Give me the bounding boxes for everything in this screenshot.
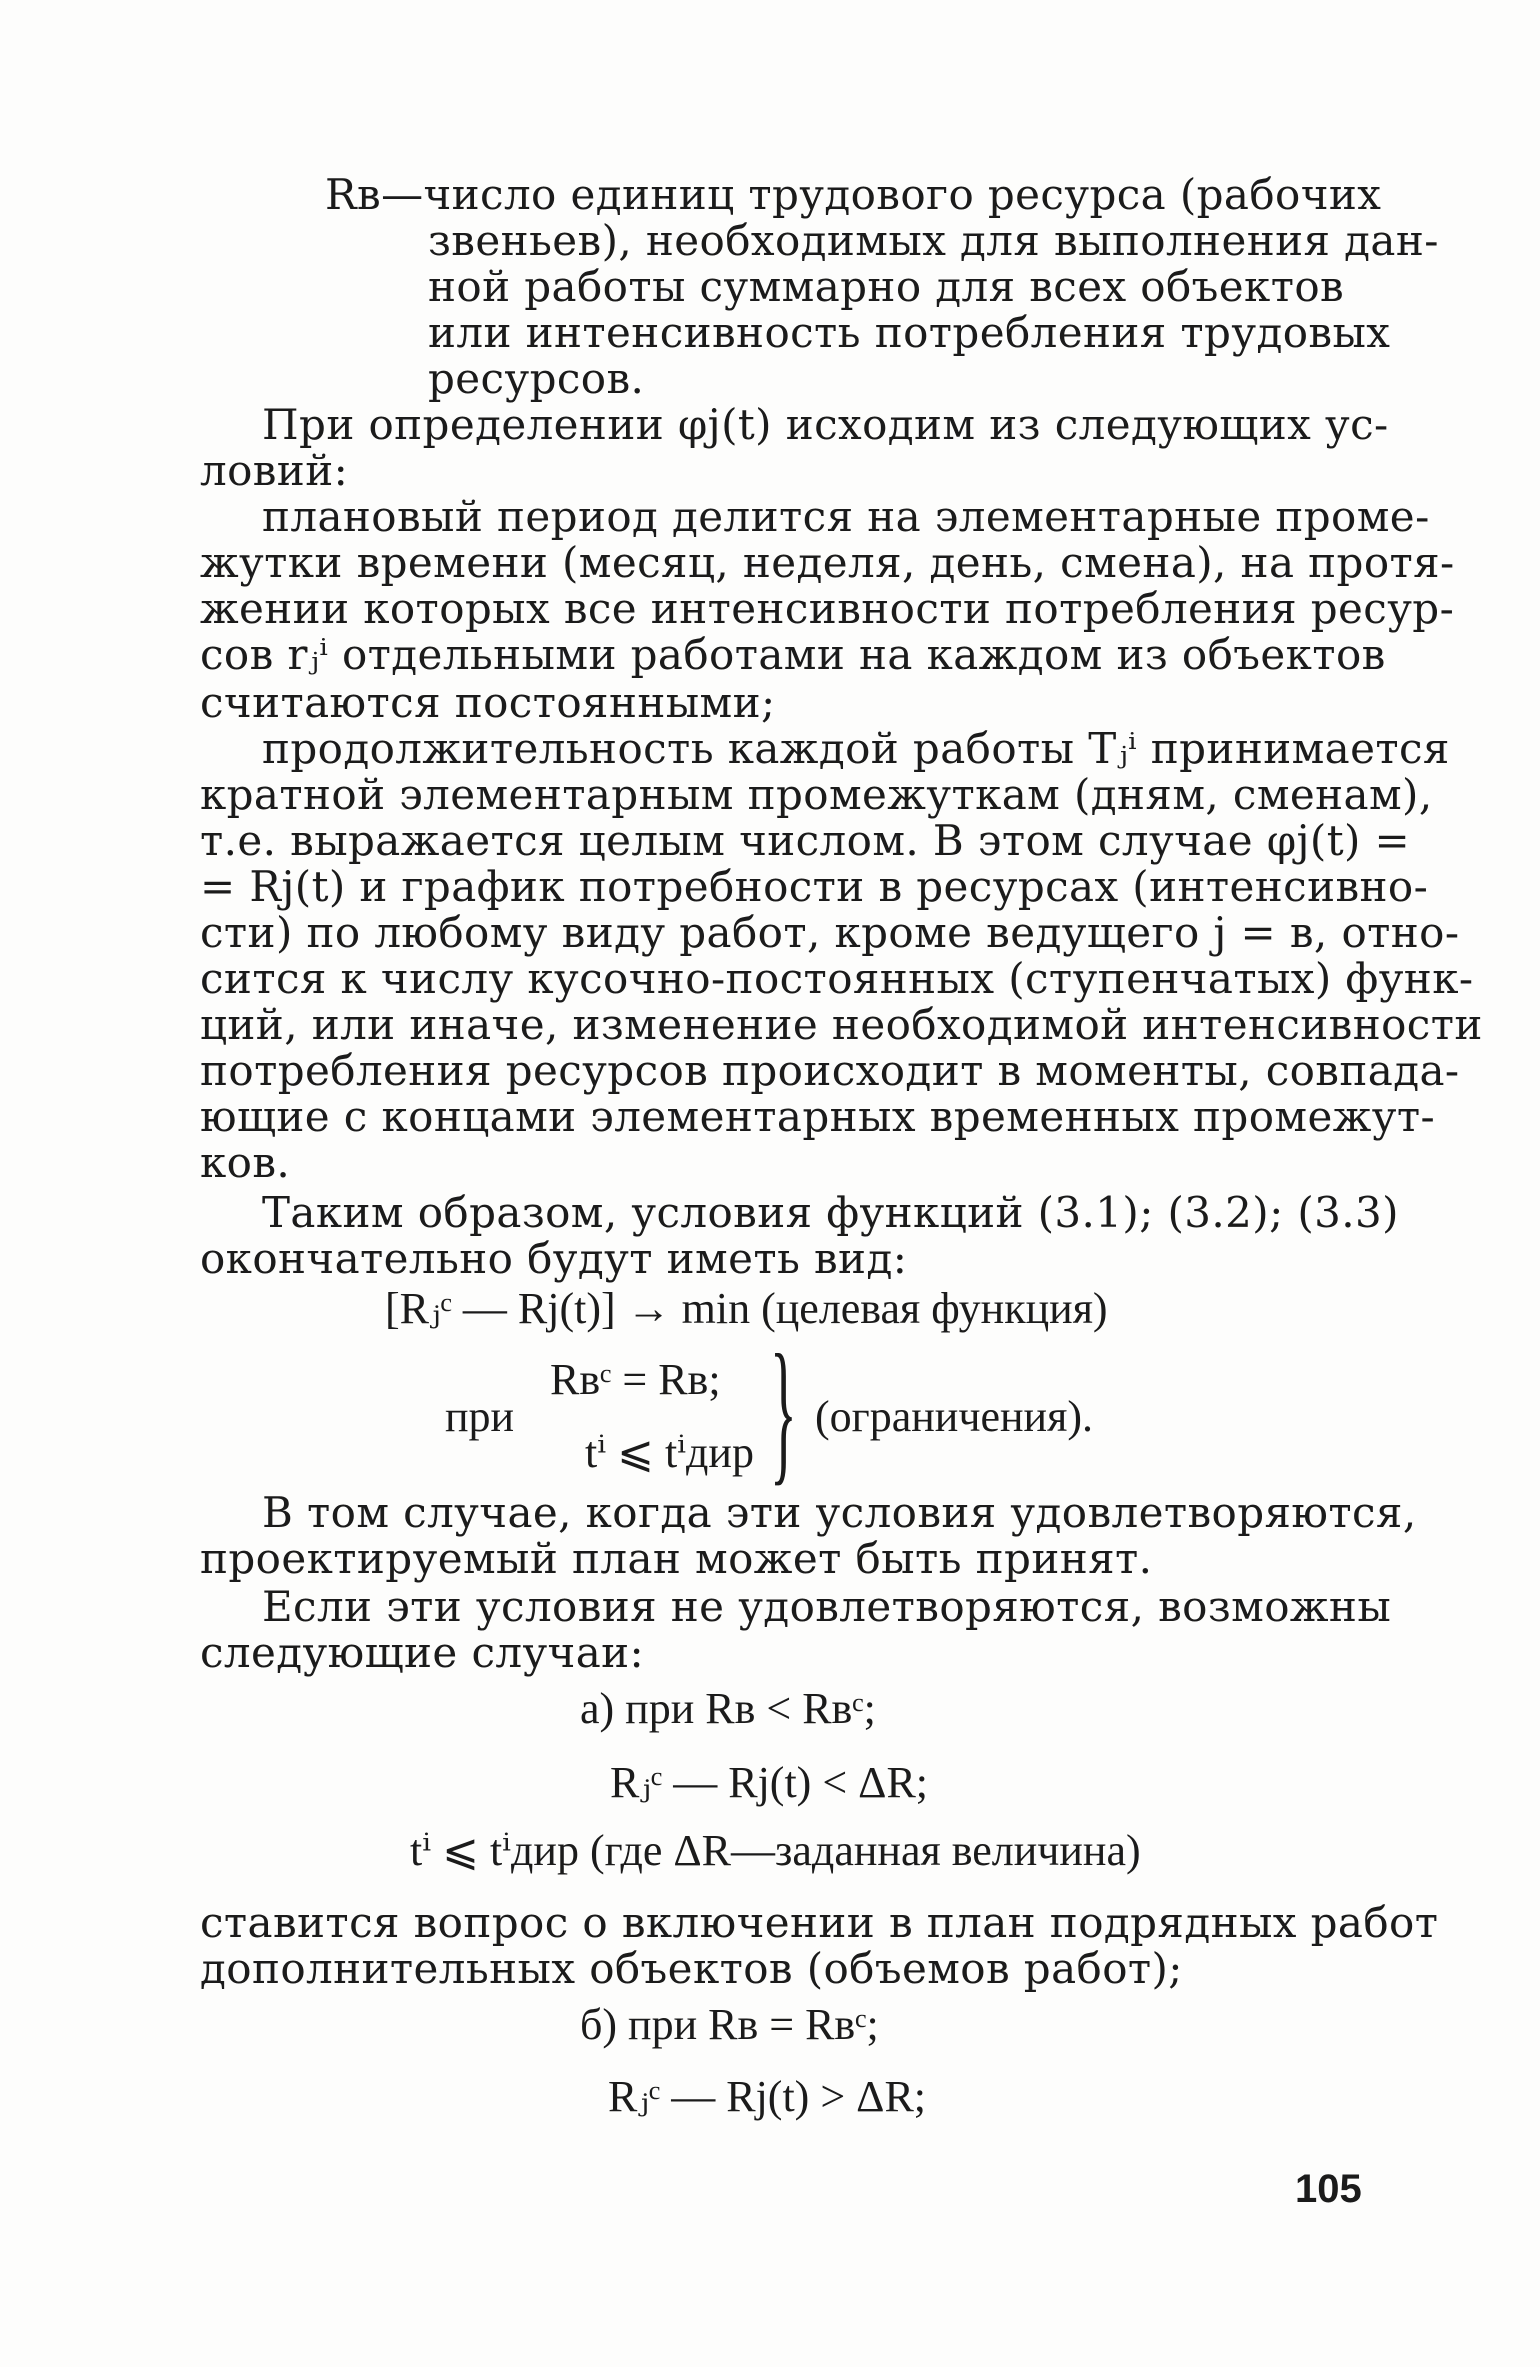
case-b-line-2: Rⱼᶜ — Rj(t) > ΔR;	[608, 2072, 927, 2121]
body-line-9: кратной элементарным промежуткам (дням, сменам),	[200, 770, 1433, 819]
case-a-line-1: а) при Rв < Rвᶜ;	[580, 1684, 876, 1733]
body-line-8: продолжительность каждой работы Tⱼⁱ принимается	[262, 724, 1450, 773]
body-line-19: окончательно будут иметь вид:	[200, 1234, 908, 1283]
constraints-brace: }	[769, 1321, 797, 1499]
after-line-4: следующие случаи:	[200, 1628, 645, 1677]
definition-line-3: ной работы суммарно для всех объектов	[428, 262, 1345, 311]
body-line-2: ловий:	[200, 446, 349, 495]
definition-line-4: или интенсивность потребления трудовых	[428, 308, 1391, 357]
case-b-line-1: б) при Rв = Rвᶜ;	[580, 2000, 879, 2049]
body-line-3: плановый период делится на элементарные проме-	[262, 492, 1430, 541]
page-number: 105	[1295, 2167, 1362, 2211]
body-line-14: ций, или иначе, изменение необходимой интенсивности	[200, 1000, 1483, 1049]
case-a-text-line-1: ставится вопрос о включении в план подрядных работ	[200, 1898, 1439, 1947]
formula-pri-label: при	[445, 1392, 515, 1441]
case-a-text-line-2: дополнительных объектов (объемов работ);	[200, 1944, 1183, 1993]
case-a-line-3: tⁱ ⩽ tⁱдир (где ΔR—заданная величина)	[410, 1826, 1141, 1875]
body-line-4: жутки времени (месяц, неделя, день, смена), на протя-	[200, 538, 1455, 587]
body-line-5: жении которых все интенсивности потребления ресур-	[200, 584, 1455, 633]
body-line-12: сти) по любому виду работ, кроме ведущего j = в, отно-	[200, 908, 1460, 957]
case-a-line-2: Rⱼᶜ — Rj(t) < ΔR;	[610, 1758, 929, 1807]
after-line-1: В том случае, когда эти условия удовлетворяются,	[262, 1488, 1417, 1537]
after-line-2: проектируемый план может быть принят.	[200, 1534, 1153, 1583]
body-line-16: ющие с концами элементарных временных промежут-	[200, 1092, 1436, 1141]
definition-line-1: Rв—число единиц трудового ресурса (рабочих	[325, 170, 1382, 219]
body-line-6: сов rⱼⁱ отдельными работами на каждом из объектов	[200, 630, 1386, 679]
objective-formula: [Rⱼᶜ — Rj(t)] → min (целевая функция)	[385, 1284, 1108, 1333]
definition-line-5: ресурсов.	[428, 354, 645, 403]
constraint-1: Rвᶜ = Rв;	[550, 1355, 721, 1404]
body-line-15: потребления ресурсов происходит в моменты, совпада-	[200, 1046, 1460, 1095]
body-line-1: При определении φj(t) исходим из следующих ус-	[262, 400, 1389, 449]
constraints-label: (ограничения).	[815, 1392, 1093, 1441]
body-line-7: считаются постоянными;	[200, 678, 776, 727]
body-line-13: сится к числу кусочно-постоянных (ступенчатых) функ-	[200, 954, 1474, 1003]
body-line-10: т.е. выражается целым числом. В этом случае φj(t) =	[200, 816, 1411, 865]
body-line-18: Таким образом, условия функций (3.1); (3.2); (3.3)	[262, 1188, 1399, 1237]
constraint-2: tⁱ ⩽ tⁱдир	[585, 1428, 754, 1477]
body-line-17: ков.	[200, 1138, 291, 1187]
definition-line-2: звеньев), необходимых для выполнения дан-	[428, 216, 1439, 265]
body-line-11: = Rj(t) и график потребности в ресурсах (интенсивно-	[200, 862, 1429, 911]
after-line-3: Если эти условия не удовлетворяются, возможны	[262, 1582, 1392, 1631]
